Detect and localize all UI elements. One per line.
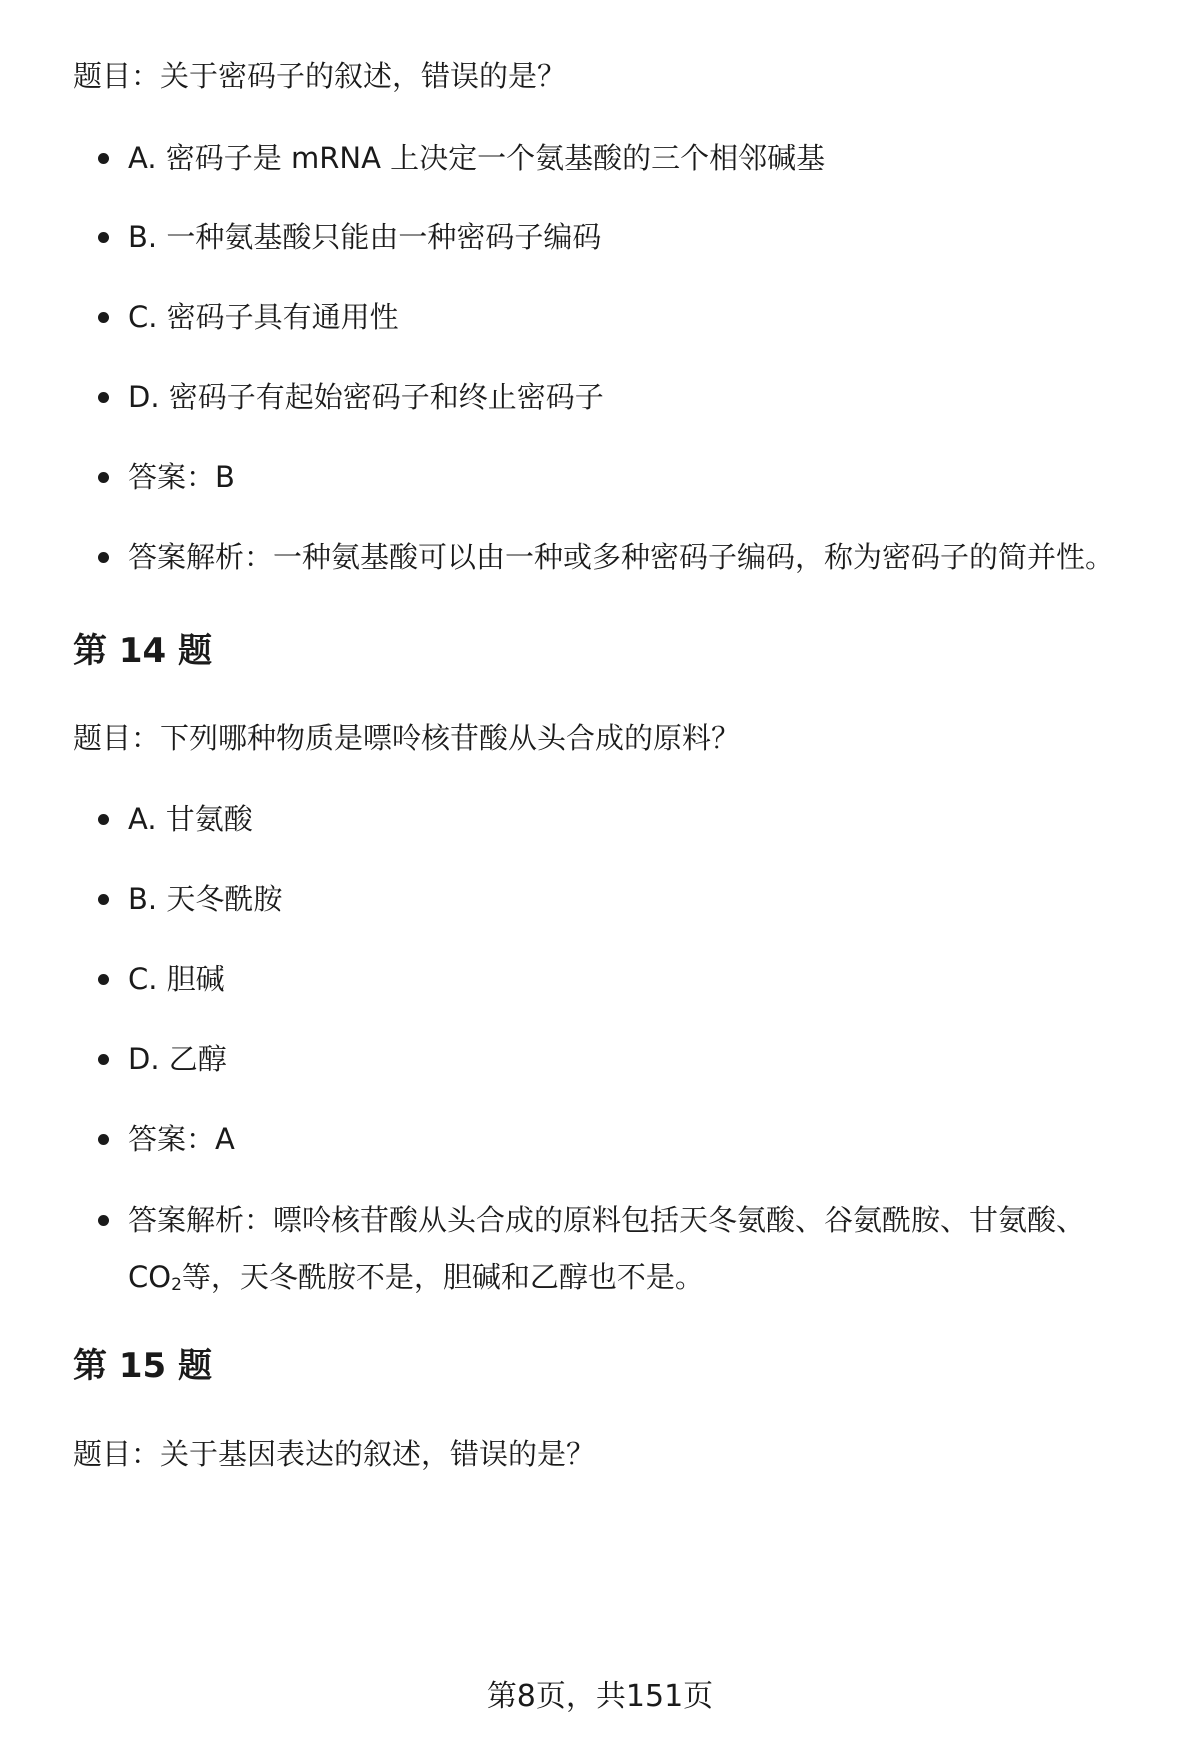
co2-formula-prefix: CO: [128, 1260, 172, 1294]
co2-subscript: 2: [171, 1275, 182, 1295]
option-d: D. 密码子有起始密码子和终止密码子: [128, 380, 604, 414]
bullet-dot: [98, 814, 109, 825]
bullet-dot: [98, 552, 109, 563]
option-c: C. 胆碱: [128, 962, 225, 996]
option-c: C. 密码子具有通用性: [128, 300, 399, 334]
page-indicator: 第8页，共151页: [486, 1679, 714, 1714]
answer-explanation: 答案解析：一种氨基酸可以由一种或多种密码子编码，称为密码子的简并性。: [128, 540, 1115, 574]
option-b: B. 天冬酰胺: [128, 882, 283, 916]
answer-explanation-line2: [128, 1257, 704, 1305]
bullet-dot: [98, 1215, 109, 1226]
option-b: B. 一种氨基酸只能由一种密码子编码: [128, 220, 602, 254]
answer: 答案：B: [128, 460, 235, 494]
question-heading: 第 14 题: [73, 631, 212, 671]
bullet-dot: [98, 232, 109, 243]
question-heading: 第 15 题: [73, 1346, 212, 1386]
bullet-dot: [98, 392, 109, 403]
bullet-dot: [98, 1054, 109, 1065]
option-a: A. 密码子是 mRNA 上决定一个氨基酸的三个相邻碱基: [128, 141, 826, 175]
bullet-dot: [98, 894, 109, 905]
question-stem: 题目：关于密码子的叙述，错误的是？: [73, 59, 567, 93]
answer: 答案：A: [128, 1122, 235, 1156]
option-a: A. 甘氨酸: [128, 802, 253, 836]
bullet-dot: [98, 312, 109, 323]
question-stem: 题目：关于基因表达的叙述，错误的是？: [73, 1437, 596, 1471]
explanation-line2-text: 等，天冬酰胺不是，胆碱和乙醇也不是。: [181, 1260, 704, 1294]
question-stem: 题目：下列哪种物质是嘌呤核苷酸从头合成的原料？: [73, 721, 741, 755]
option-d: D. 乙醇: [128, 1042, 227, 1076]
bullet-dot: [98, 153, 109, 164]
bullet-dot: [98, 1134, 109, 1145]
answer-explanation-line1: 答案解析：嘌呤核苷酸从头合成的原料包括天冬氨酸、谷氨酰胺、甘氨酸、: [128, 1203, 1086, 1237]
bullet-dot: [98, 472, 109, 483]
bullet-dot: [98, 974, 109, 985]
